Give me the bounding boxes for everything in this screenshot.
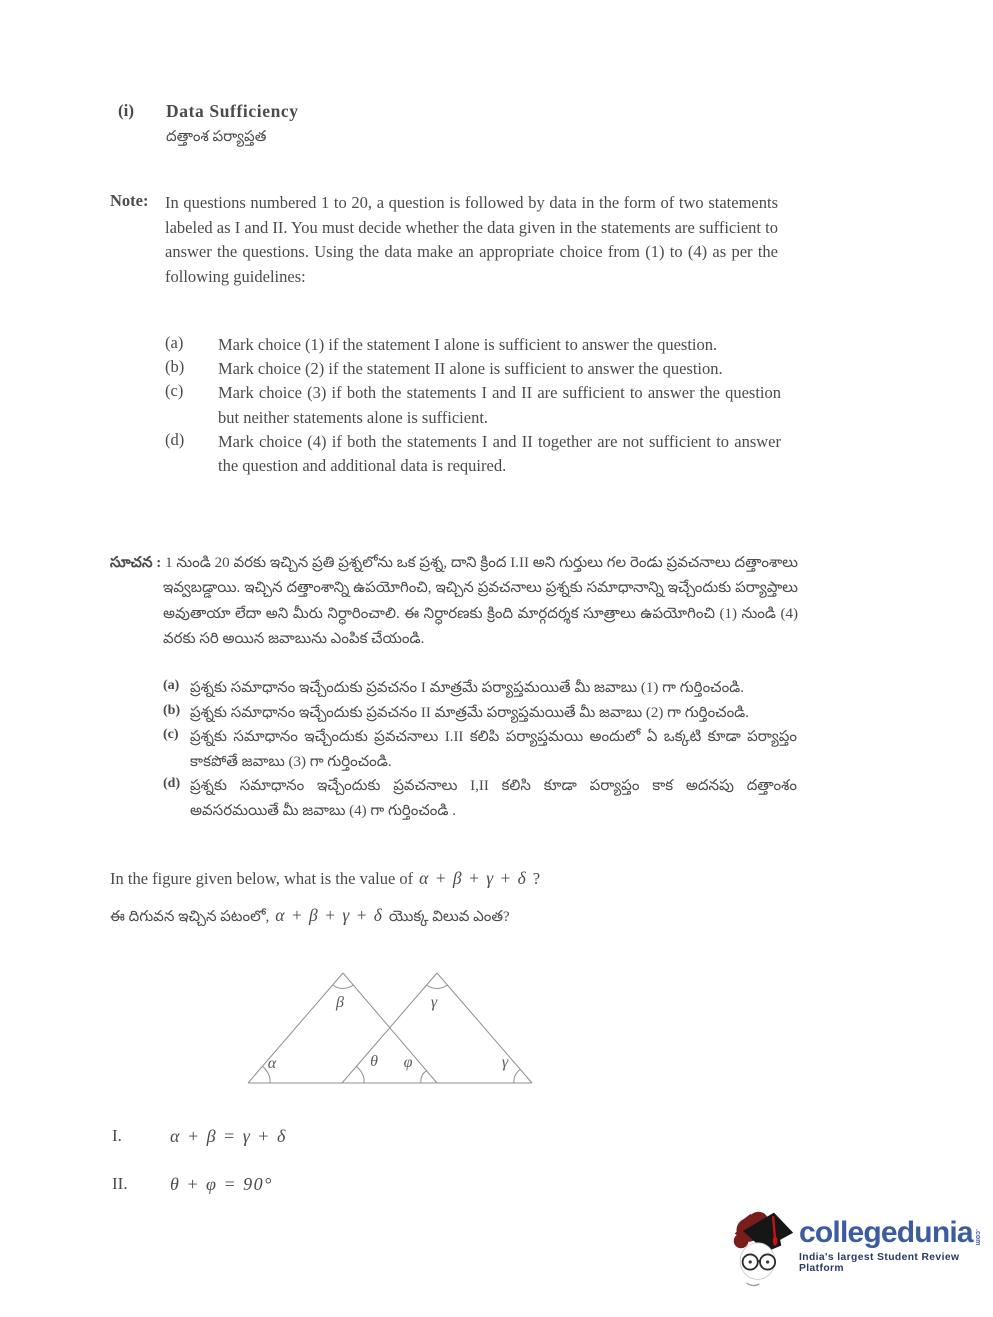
guideline-label: (b) [165,357,185,377]
angle-label-alpha: α [267,1055,277,1072]
guideline-text: ప్రశ్నకు సమాధానం ఇచ్చేందుకు ప్రవచనం II మాత్రమే పర్యాప్తమయితే మీ జవాబు (2) గా గుర్తించండి. [190,704,750,721]
guideline-item-telugu-a [163,676,797,701]
section-index: (i) [118,101,135,120]
mascot-eye [766,1260,769,1263]
question-formula: α + β + γ + δ [419,868,527,888]
guideline-list-telugu [163,676,797,824]
angle-label-gamma-bottom: γ [501,1054,509,1071]
question-text-telugu [110,905,510,929]
statement-1-label: I. [112,1126,122,1145]
brand-tld: .com [973,1228,981,1245]
section-title: Data Sufficiency [166,101,299,121]
mascot-eye [749,1260,752,1263]
guideline-label: (d) [163,776,181,792]
statement-2-label: II. [112,1174,128,1193]
note-label-telugu: సూచన : [110,555,162,571]
guideline-list [165,333,783,478]
guideline-item-a [165,333,783,357]
collegedunia-logo [731,1200,989,1292]
question-prefix-telugu: ఈ దిగువన ఇచ్చిన పటంలో, [110,909,270,925]
phi-angle-arc [421,1071,427,1083]
section-title-telugu: దత్తాంశ పర్యాప్తత [166,129,267,145]
question-text-en [110,868,540,889]
theta-angle-arc [356,1066,364,1083]
guideline-label: (c) [163,727,179,743]
guideline-item-telugu-b [163,701,797,726]
question-suffix-telugu: యొక్క విలువ ఎంత? [388,909,510,925]
guideline-text: Mark choice (2) if the statement II alone is sufficient to answer the question. [218,359,723,379]
section-heading [118,101,299,149]
mascot-icon [731,1200,795,1292]
note-label: Note: [110,191,149,210]
note-text: In questions numbered 1 to 20, a question is followed by data in the form of two statements labeled as I and II. You must decide whether the data given in the statements are sufficient to answer the questions. Using the data make an appropriate choice from (1) to (4) as per the following guidelines: [165,193,778,286]
guideline-label: (a) [163,678,180,693]
statement-2 [112,1174,273,1195]
guideline-label: (a) [165,333,184,352]
statement-1 [112,1126,287,1147]
guideline-label: (c) [165,381,184,401]
question-prefix-en: In the figure given below, what is the value of [110,869,414,888]
mascot-smile [747,1283,760,1286]
gamma-bottom-angle-arc [514,1069,520,1083]
brand-name: collegedunia [799,1216,973,1249]
angle-label-phi: φ [403,1054,413,1071]
guideline-item-telugu-d [163,774,797,823]
question-formula: α + β + γ + δ [275,905,383,925]
question-mark: ? [532,869,541,888]
guideline-text: ప్రశ్నకు సమాధానం ఇచ్చేందుకు ప్రవచనాలు I.II కలిపి పర్యాప్తమయి అందులో ఏ ఒక్కటి కూడా పర్యాప్తం కాకపోతే జవాబు (3) గా గుర్తించండి. [190,729,797,770]
guideline-text: ప్రశ్నకు సమాధానం ఇచ్చేందుకు ప్రవచనం I మాత్రమే పర్యాప్తమయితే మీ జవాబు (1) గా గుర్తించండి. [190,680,745,696]
guideline-text: Mark choice (3) if both the statements I and II are sufficient to answer the question but neither statements alone is sufficient. [218,383,781,427]
note-text-telugu: 1 నుండి 20 వరకు ఇచ్చిన ప్రతి ప్రశ్నలోను ఒక ప్రశ్న, దాని క్రింద I.II అని గుర్తులు గల రెండు ప్రవచనాలు దత్తాంశాలు ఇవ్వబడ్డాయి. ఇచ్చిన దత్తాంశాన్ని ఉపయోగించి, ఇచ్చిన ప్రవచనాలు ప్రశ్నకు సమాధానాన్ని ఇచ్చేందుకు పర్యాప్తాలు అవుతాయా లేదా అని మీరు నిర్ధారించాలి. ఈ నిర్ధారణకు క్రింది మార్గదర్శక సూత్రాలు ఉపయోగించి (1) నుండి (4) వరకు సరి అయిన జవాబును ఎంపిక చేయండి. [163,555,798,648]
angle-label-gamma-top: γ [430,994,438,1011]
guideline-item-c [165,381,783,429]
guideline-text: Mark choice (1) if the statement I alone is sufficient to answer the question. [218,335,718,354]
beta-angle-arc [333,985,354,989]
guideline-item-b [165,357,783,381]
guideline-item-telugu-c [163,725,797,774]
brand-tagline: India's largest Student Review Platform [799,1252,960,1274]
guideline-text: Mark choice (4) if both the statements I and II together are not sufficient to answer the question and additional data is required. [218,431,781,476]
guideline-label: (b) [163,702,181,718]
guideline-item-d [165,430,783,478]
note-block [110,191,778,289]
figure-lines [248,973,532,1083]
angle-label-beta: β [336,994,344,1011]
guideline-label: (d) [165,429,185,449]
statement-2-formula: θ + φ = 90° [170,1174,273,1194]
guideline-text: ప్రశ్నకు సమాధానం ఇచ్చేందుకు ప్రవచనాలు I,II కలిసి కూడా పర్యాప్తం కాక అదనపు దత్తాంశం అవసరమయితే మీ జవాబు (4) గా గుర్తించండి . [190,778,797,819]
note-block-telugu [110,551,798,653]
triangles-angle-figure [228,950,568,1092]
angle-label-theta: θ [370,1053,378,1070]
gamma-top-angle-arc [427,985,448,989]
statement-1-formula: α + β = γ + δ [170,1126,287,1146]
